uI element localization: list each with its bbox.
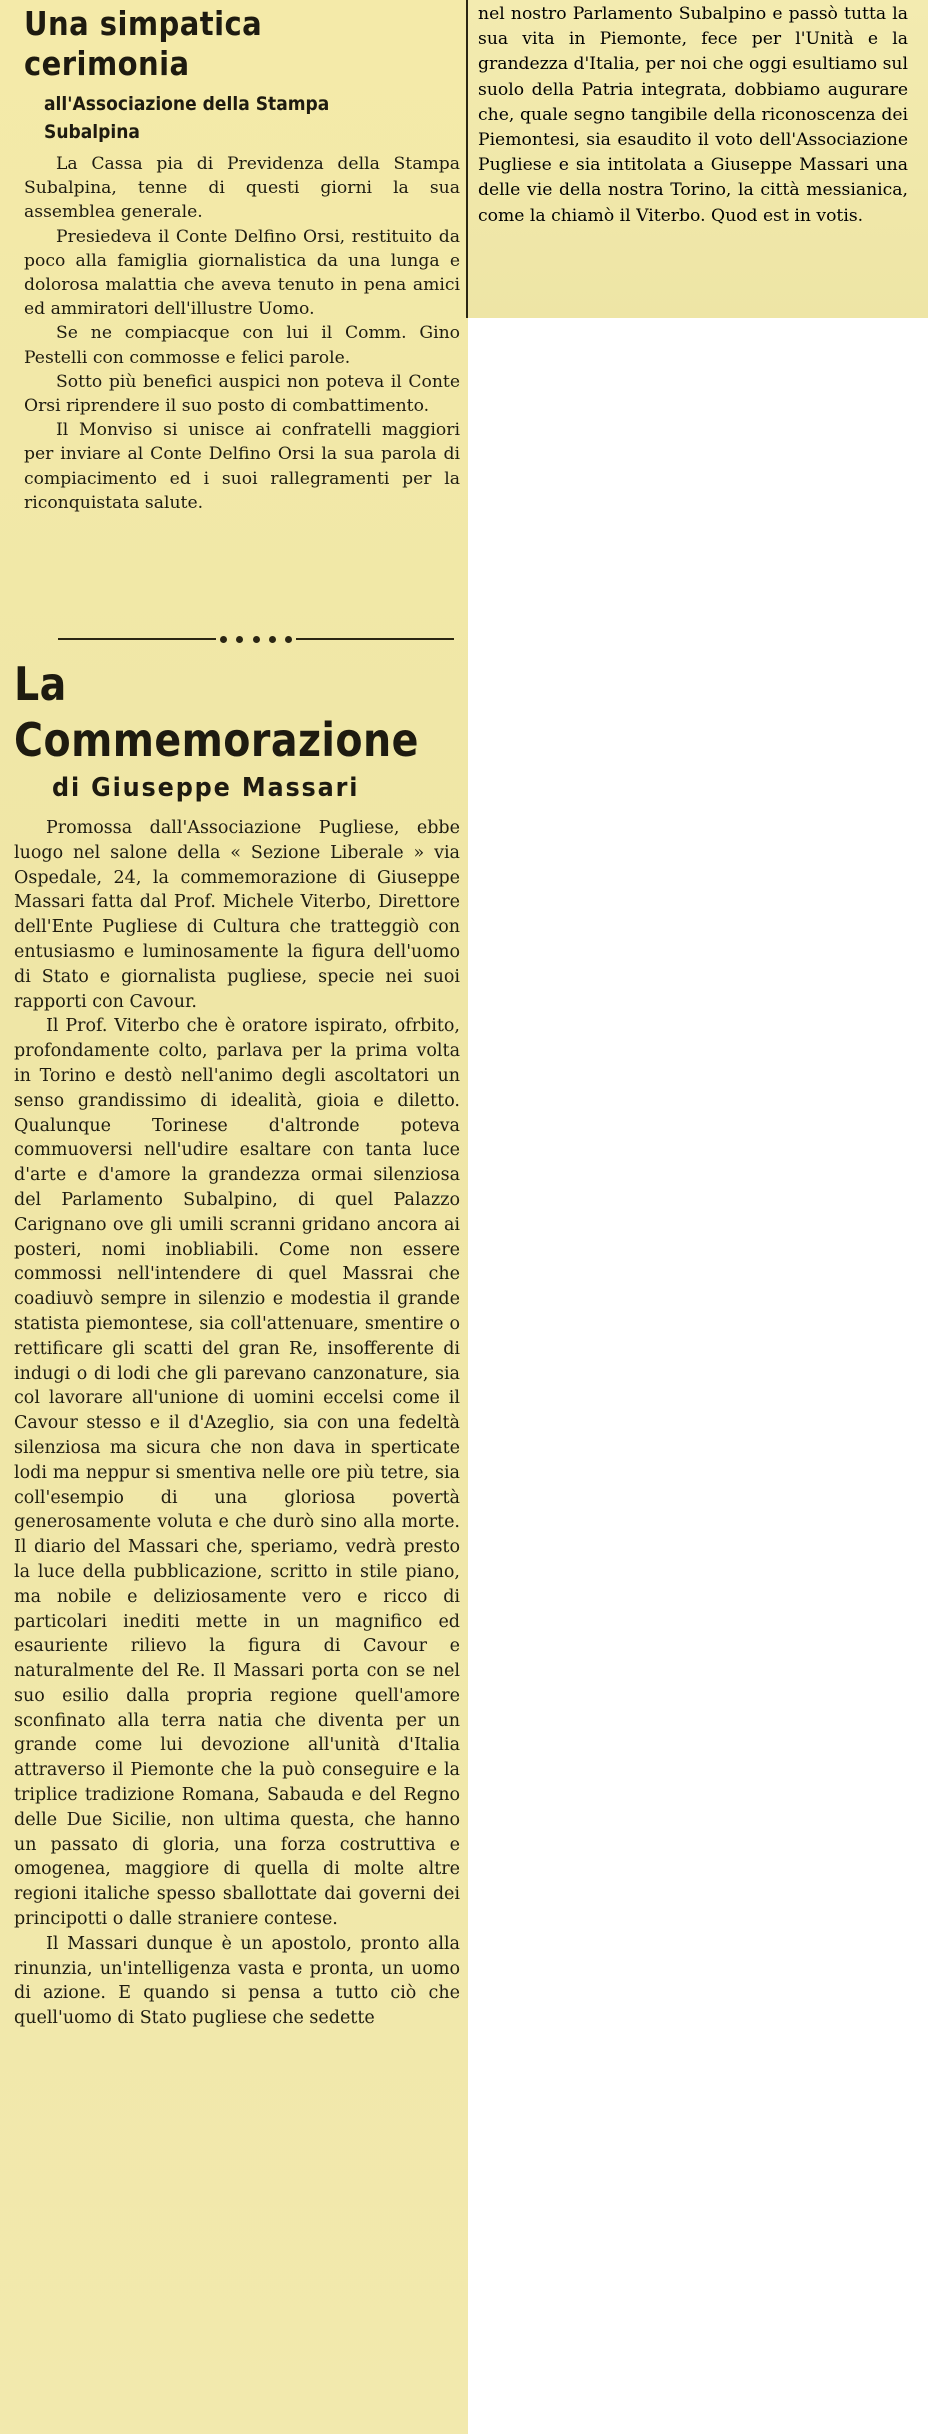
article1-headline: Una simpatica cerimonia [24, 4, 263, 83]
article2-paragraph: Il Massari dunque è un apostolo, pronto alla rinunzia, un'intelligenza vasta e pronta, un uomo di azione. E quando si pensa a tutto ciò che quell'uomo di Stato pugliese che sedette [14, 1933, 460, 2029]
article1-paragraph: Se ne compiacque con lui il Comm. Gino Pestelli con commosse e felici parole. [24, 323, 460, 368]
article2-subheadline: di Giuseppe Massari [52, 773, 360, 803]
article1-paragraph: Presiedeva il Conte Delfino Orsi, restituito da poco alla famiglia giornalistica da una lunga e dolorosa malattia che aveva tenuto in pena amici ed ammiratori dell'illustre Uomo. [24, 226, 460, 320]
article-commemorazione [14, 656, 460, 2031]
article2-continuation [478, 2, 908, 229]
article2-continuation-text: nel nostro Parlamento Subalpino e passò tutta la sua vita in Piemonte, fece per l'Unità e la grandezza d'Italia, per noi che oggi esultiamo sul suolo della Patria integrata, dobbiamo augurare che, quale segno tangibile della riconoscenza dei Piemontesi, sia esaudito il voto dell'Associazione Pugliese e sia intitolata a Giuseppe Massari una delle vie della nostra Torino, la città messianica, come la chiamò il Viterbo. Quod est in votis. [478, 4, 908, 226]
article1-paragraph: Il Monviso si unisce ai confratelli maggiori per inviare al Conte Delfino Orsi la sua parola di compiacimento ed i suoi rallegramenti per la riconquistata salute. [24, 420, 460, 513]
article1-paragraph: Sotto più benefici auspici non poteva il Conte Orsi riprendere il suo posto di combattimento. [24, 371, 460, 417]
ornamental-divider [58, 634, 454, 644]
article2-paragraph: Promossa dall'Associazione Pugliese, ebbe luogo nel salone della « Sezione Liberale » via Ospedale, 24, la commemorazione di Giuseppe Massari fatta dal Prof. Michele Viterbo, Direttore dell'Ente Pugliese di Cultura che tratteggiò con entusiasmo e luminosamente la figura dell'uomo di Stato e giornalista pugliese, specie nei suoi rapporti con Cavour. [14, 818, 460, 1012]
article1-subheadline: all'Associazione della Stampa Subalpina [44, 93, 330, 143]
article1-paragraph: La Cassa pia di Previdenza della Stampa Subalpina, tenne di questi giorni la sua assemblea generale. [24, 154, 460, 223]
article-simpatica-cerimonia [24, 4, 460, 515]
article2-headline: La Commemorazione [14, 657, 419, 767]
article2-paragraph: Il Prof. Viterbo che è oratore ispirato, ofrbito, profondamente colto, parlava per la prima volta in Torino e destò nell'animo degli ascoltatori un senso grandissimo di idealità, gioia e diletto. Qualunque Torinese d'altronde poteva commuoversi nell'udire esaltare con tanta luce d'arte e d'amore la grandezza ormai silenziosa del Parlamento Subalpino, di quel Palazzo Carignano ove gli umili scranni gridano ancora ai posteri, nomi inobliabili. Come non essere commossi nell'intendere di quel Massrai che coadiuvò sempre in silenzio e modestia il grande statista piemontese, sia coll'attenuare, smentire o rettificare gli scatti del gran Re, insofferente di indugi o di lodi che gli parevano canzonature, sia col lavorare all'unione di uomini eccelsi come il Cavour stesso e il d'Azeglio, sia con una fedeltà silenziosa ma sicura che non dava in sperticate lodi ma neppur si smentiva nelle ore più tetre, sia coll'esempio di una gloriosa povertà generosamente voluta e che durò sino alla morte. Il diario del Massari che, speriamo, vedrà presto la luce della pubblicazione, scritto in stile piano, ma nobile e deliziosamente vero e ricco di particolari inediti mette in un magnifico ed esauriente rilievo la figura di Cavour e naturalmente del Re. Il Massari porta con se nel suo esilio dalla propria regione quell'amore sconfinato alla terra natia che diventa per un grande come lui devozione all'unità d'Italia attraverso il Piemonte che la può conseguire e la triplice tradizione Romana, Sabauda e del Regno delle Due Sicilie, non ultima questa, che hanno un passato di gloria, una forza costruttiva e omogenea, maggiore di quella di molte altre regioni italiche spesso sballottate dai governi dei principotti o dalle straniere contese. [14, 1016, 460, 1930]
